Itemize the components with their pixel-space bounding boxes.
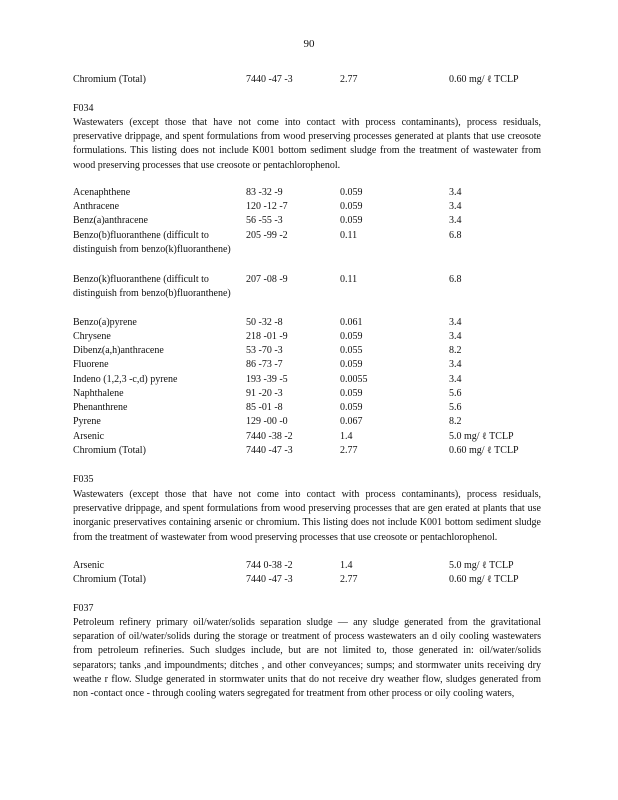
table-row <box>73 316 543 330</box>
wastewater-value: 0.0055 <box>340 374 368 385</box>
wastewater-value: 0.11 <box>340 274 358 285</box>
wastewater-value: 0.059 <box>340 187 363 198</box>
table-row <box>73 73 543 87</box>
constituent-name: Indeno (1,2,3 -c,d) pyrene <box>73 374 178 385</box>
constituent-name: Benzo(k)fluoranthene (difficult to distinguish from benzo(b)fluoranthene) <box>73 274 231 299</box>
cas-number: 86 -73 -7 <box>246 359 283 370</box>
wastewater-value: 0.059 <box>340 402 363 413</box>
wastewater-value: 0.11 <box>340 230 358 241</box>
table-row <box>73 214 543 228</box>
waste-description: Wastewaters (except those that have not come into contact with process contaminants), process residuals, preservative drippage, and spent formulations from wood preserving processes that are gen erated at plants that use inorganic preservatives containing arsenic or chromium. This listing does not include K001 bottom sediment sludge from the treatment of wastewater from wood preserving processes that use creosote or pentachlorophenol. <box>73 489 541 543</box>
wastewater-value: 2.77 <box>340 74 358 85</box>
wastewater-value: 0.059 <box>340 331 363 342</box>
wastewater-value: 0.059 <box>340 388 363 399</box>
cas-number: 7440 -38 -2 <box>246 431 293 442</box>
table-row <box>73 200 543 214</box>
waste-code: F035 <box>73 474 94 485</box>
waste-code: F037 <box>73 603 94 614</box>
cas-number: 56 -55 -3 <box>246 215 283 226</box>
cas-number: 85 -01 -8 <box>246 402 283 413</box>
cas-number: 120 -12 -7 <box>246 201 288 212</box>
constituent-name: Dibenz(a,h)anthracene <box>73 345 164 356</box>
constituent-name: Anthracene <box>73 201 120 212</box>
table-row <box>73 186 543 200</box>
table-row <box>73 373 543 387</box>
cas-number: 207 -08 -9 <box>246 274 288 285</box>
nonwastewater-value: 3.4 <box>449 359 462 370</box>
cas-number: 53 -70 -3 <box>246 345 283 356</box>
table-row <box>73 358 543 372</box>
nonwastewater-value: 6.8 <box>449 274 462 285</box>
wastewater-value: 0.055 <box>340 345 363 356</box>
nonwastewater-value: 0.60 mg/ ℓ TCLP <box>449 74 519 85</box>
table-row <box>73 401 543 415</box>
table-row <box>73 415 543 429</box>
table-row <box>73 573 543 587</box>
nonwastewater-value: 5.0 mg/ ℓ TCLP <box>449 431 514 442</box>
constituent-name: Benzo(a)pyrene <box>73 317 137 328</box>
cas-number: 7440 -47 -3 <box>246 574 293 585</box>
cas-number: 83 -32 -9 <box>246 187 283 198</box>
wastewater-value: 0.059 <box>340 215 363 226</box>
cas-number: 205 -99 -2 <box>246 230 288 241</box>
cas-number: 91 -20 -3 <box>246 388 283 399</box>
wastewater-value: 2.77 <box>340 445 358 456</box>
constituent-name: Naphthalene <box>73 388 124 399</box>
nonwastewater-value: 5.6 <box>449 402 462 413</box>
cas-number: 129 -00 -0 <box>246 416 288 427</box>
cas-number: 744 0-38 -2 <box>246 560 293 571</box>
constituent-name: Arsenic <box>73 560 105 571</box>
table-row <box>73 430 543 444</box>
wastewater-value: 0.059 <box>340 359 363 370</box>
constituent-name: Benz(a)anthracene <box>73 215 148 226</box>
cas-number: 7440 -47 -3 <box>246 74 293 85</box>
cas-number: 7440 -47 -3 <box>246 445 293 456</box>
wastewater-value: 0.059 <box>340 201 363 212</box>
wastewater-value: 0.061 <box>340 317 363 328</box>
wastewater-value: 2.77 <box>340 574 358 585</box>
table-row <box>73 344 543 358</box>
nonwastewater-value: 0.60 mg/ ℓ TCLP <box>449 445 519 456</box>
nonwastewater-value: 3.4 <box>449 215 462 226</box>
constituent-name: Chromium (Total) <box>73 74 146 85</box>
wastewater-value: 1.4 <box>340 431 353 442</box>
constituent-name: Fluorene <box>73 359 109 370</box>
waste-description: Petroleum refinery primary oil/water/solids separation sludge — any sludge generated from the gravitational separation of oil/water/solids during the storage or treatment of process wastewaters an d oily cooling wastewaters from petroleum refineries. Such sludges include, but are not limited to, those generated in: oil/water/solids separators; tanks ,and impoundments; ditches , and other conveyances; sumps; and stormwater units receiving dry weathe r flow. Sludge generated in stormwater units that do not receive dry weather flow, sludges generated from non -contact once - through cooling waters segregated for treatment from other process or oily cooling waters, <box>73 617 541 700</box>
wastewater-value: 1.4 <box>340 560 353 571</box>
waste-description: Wastewaters (except those that have not come into contact with process contaminants), process residuals, preservative drippage, and spent formulations from wood preserving processes generated at plants that use creosote formulations. This listing does not include K001 bottom sediment sludge from the treatment of wastewater from wood preserving processes that use creosote or pentachlorophenol. <box>73 117 541 171</box>
cas-number: 50 -32 -8 <box>246 317 283 328</box>
constituent-name: Arsenic <box>73 431 105 442</box>
nonwastewater-value: 6.8 <box>449 230 462 241</box>
table-row <box>73 444 543 458</box>
nonwastewater-value: 3.4 <box>449 374 462 385</box>
nonwastewater-value: 5.0 mg/ ℓ TCLP <box>449 560 514 571</box>
page-number: 90 <box>303 38 315 50</box>
constituent-name: Pyrene <box>73 416 101 427</box>
cas-number: 218 -01 -9 <box>246 331 288 342</box>
nonwastewater-value: 0.60 mg/ ℓ TCLP <box>449 574 519 585</box>
nonwastewater-value: 8.2 <box>449 345 462 356</box>
constituent-name: Benzo(b)fluoranthene (difficult to distinguish from benzo(k)fluoranthene) <box>73 230 231 255</box>
nonwastewater-value: 3.4 <box>449 331 462 342</box>
wastewater-value: 0.067 <box>340 416 363 427</box>
nonwastewater-value: 3.4 <box>449 201 462 212</box>
table-row <box>73 559 543 573</box>
nonwastewater-value: 3.4 <box>449 317 462 328</box>
constituent-name: Chromium (Total) <box>73 445 146 456</box>
waste-code: F034 <box>73 103 94 114</box>
constituent-name: Chrysene <box>73 331 111 342</box>
constituent-name: Chromium (Total) <box>73 574 146 585</box>
cas-number: 193 -39 -5 <box>246 374 288 385</box>
nonwastewater-value: 8.2 <box>449 416 462 427</box>
nonwastewater-value: 5.6 <box>449 388 462 399</box>
table-row <box>73 330 543 344</box>
nonwastewater-value: 3.4 <box>449 187 462 198</box>
constituent-name: Phenanthrene <box>73 402 128 413</box>
constituent-name: Acenaphthene <box>73 187 131 198</box>
table-row <box>73 387 543 401</box>
